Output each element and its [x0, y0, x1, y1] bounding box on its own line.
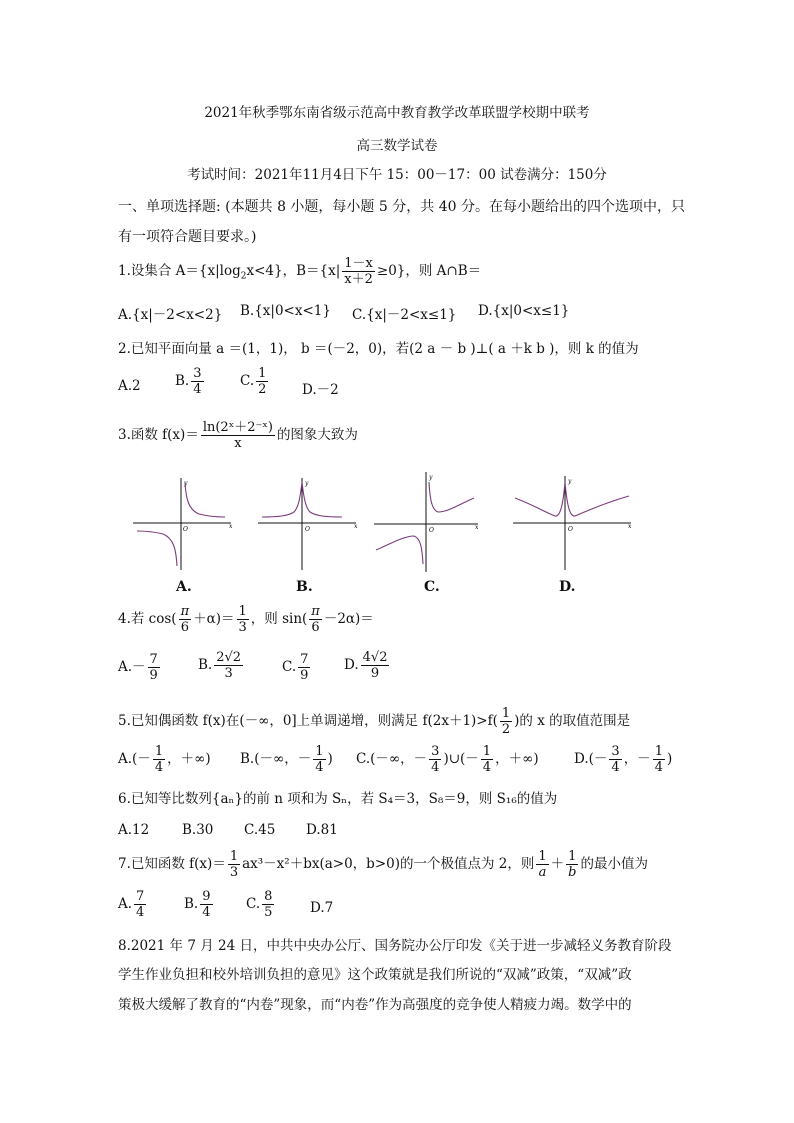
q6-option-b: B.30 — [182, 822, 214, 838]
x-axis-label: x — [628, 523, 632, 530]
q2-option-c: C. $\frac{1}{2}$ — [240, 366, 267, 397]
question-8-line-3: 策极大缓解了教育的“内卷”现象，而“内卷”作为高强度的竞争使人精疲力竭。数学中的 — [118, 997, 632, 1013]
question-2: 2.已知平面向量 a ＝(1，1)， b ＝(－2，0)，若(2 a － b )⊥( a ＋k b )，则 k 的值为 — [118, 341, 639, 357]
q2-option-b: B. $\frac{3}{4}$ — [175, 366, 202, 397]
y-axis-label: y — [305, 480, 309, 487]
question-3: 3.函数 f(x)＝ $\frac{\text{ln(2ˣ＋2⁻ˣ)}}{x}$ 的图象大致为 — [118, 420, 358, 451]
y-axis-label: y — [568, 478, 572, 485]
q4-option-b: B. $\frac{2√2}{3}$ — [198, 650, 242, 681]
x-axis-label: x — [354, 523, 358, 530]
section-heading-cont: 有一项符合题目要求。) — [118, 229, 257, 245]
question-6: 6.已知等比数列{aₙ}的前 n 项和为 Sₙ，若 S₄＝3，S₈＝9，则 S₁₆的值为 — [118, 791, 558, 807]
q4-option-c: C. $\frac{7}{9}$ — [282, 652, 309, 683]
q5-option-c: C.(－∞，－ $\frac{3}{4}$ )∪(－ $\frac{1}{4}$ ，＋∞) — [356, 744, 539, 775]
curve-right — [185, 482, 225, 517]
q2-option-a: A.2 — [118, 378, 141, 394]
q4-option-a: A.－ $\frac{7}{9}$ — [118, 652, 158, 683]
fraction: $\frac{1-x}{x+2}$ — [344, 256, 373, 287]
graph-a-label: A. — [176, 579, 192, 595]
origin-label: O — [429, 527, 434, 534]
question-1: 1.设集合 $A=\{x|\log_2x<4\}$，B＝{x| $\frac{1-x}{x+2}$ ≥0}，则 A∩B＝ — [118, 256, 482, 287]
question-5: 5.已知偶函数 f(x)在(－∞，0]上单调递增，则满足 f(2x＋1)>f( $\frac{1}{2}$ )的 x 的取值范围是 — [118, 706, 631, 737]
q1-option-d: D.{x|0<x≤1} — [478, 303, 570, 319]
q1-option-b: B.{x|0<x<1} — [240, 303, 331, 319]
graph-a — [133, 478, 233, 570]
graph-c — [374, 472, 480, 572]
q7-option-c: C. $\frac{8}{5}$ — [246, 889, 273, 920]
graph-c-label: C. — [424, 579, 440, 595]
q6-option-c: C.45 — [244, 822, 276, 838]
q7-option-b: B. $\frac{9}{4}$ — [184, 889, 211, 920]
curve-left — [262, 482, 302, 517]
y-axis-label: y — [184, 480, 188, 487]
q1-option-a: A.{x|－2<x<2} — [118, 307, 223, 323]
curve-left — [376, 536, 423, 564]
q2-option-d: D.－2 — [302, 382, 339, 398]
q7-option-a: A. $\frac{7}{4}$ — [118, 889, 145, 920]
origin-label: O — [183, 526, 188, 533]
graph-d-label: D. — [559, 579, 576, 595]
question-4: 4.若 cos( $\frac{\pi}{6}$ ＋α)＝ $\frac{1}{3}$ ，则 sin( $\frac{\pi}{6}$ －2α)＝ — [118, 604, 374, 635]
graph-b-label: B. — [296, 579, 313, 595]
question-8-line-2: 学生作业负担和校外培训负担的意见》这个政策就是我们所说的“双减”政策，“双减”政 — [118, 967, 632, 983]
curve-left — [515, 482, 565, 516]
q1-option-c: C.{x|－2<x≤1} — [352, 307, 457, 323]
curve-right — [565, 482, 629, 516]
exam-subtitle: 高三数学试卷 — [356, 138, 438, 154]
origin-label: O — [305, 526, 310, 533]
curve-left — [137, 531, 177, 566]
q5-option-b: B.(－∞，－ $\frac{1}{4}$ ) — [240, 744, 333, 775]
q6-option-d: D.81 — [306, 822, 338, 838]
exam-info: 考试时间：2021年11月4日下午 15：00－17：00 试卷满分：150分 — [187, 167, 607, 183]
graph-d — [513, 476, 633, 570]
q6-option-a: A.12 — [118, 822, 150, 838]
x-axis-label: x — [229, 523, 233, 530]
q4-option-d: D. $\frac{4√2}{9}$ — [344, 650, 388, 681]
question-7: 7.已知函数 f(x)＝ $\frac{1}{3}$ ax³－x²＋bx(a>0，b>0)的一个极值点为 2，则 $\frac{1}{a}$ ＋ $\frac{1}{b}$ 的最小值为 — [118, 849, 648, 880]
curve-right — [429, 482, 474, 512]
y-axis-label: y — [429, 474, 433, 481]
graph-b — [258, 478, 358, 570]
q7-option-d: D.7 — [310, 900, 334, 916]
section-heading: 一、单项选择题: (本题共 8 小题，每小题 5 分，共 40 分。在每小题给出的四个选项中，只 — [118, 199, 685, 215]
origin-label: O — [568, 526, 573, 533]
q5-option-a: A.(－ $\frac{1}{4}$ ，＋∞) — [118, 744, 211, 775]
question-8-line-1: 8.2021 年 7 月 24 日，中共中央办公厅、国务院办公厅印发《关于进一步减轻义务教育阶段 — [118, 938, 672, 954]
q5-option-d: D.(－ $\frac{3}{4}$ ，－ $\frac{1}{4}$ ) — [574, 744, 673, 775]
x-axis-label: x — [475, 524, 479, 531]
exam-title: 2021年秋季鄂东南省级示范高中教育教学改革联盟学校期中联考 — [204, 105, 590, 121]
curve-right — [302, 482, 342, 517]
